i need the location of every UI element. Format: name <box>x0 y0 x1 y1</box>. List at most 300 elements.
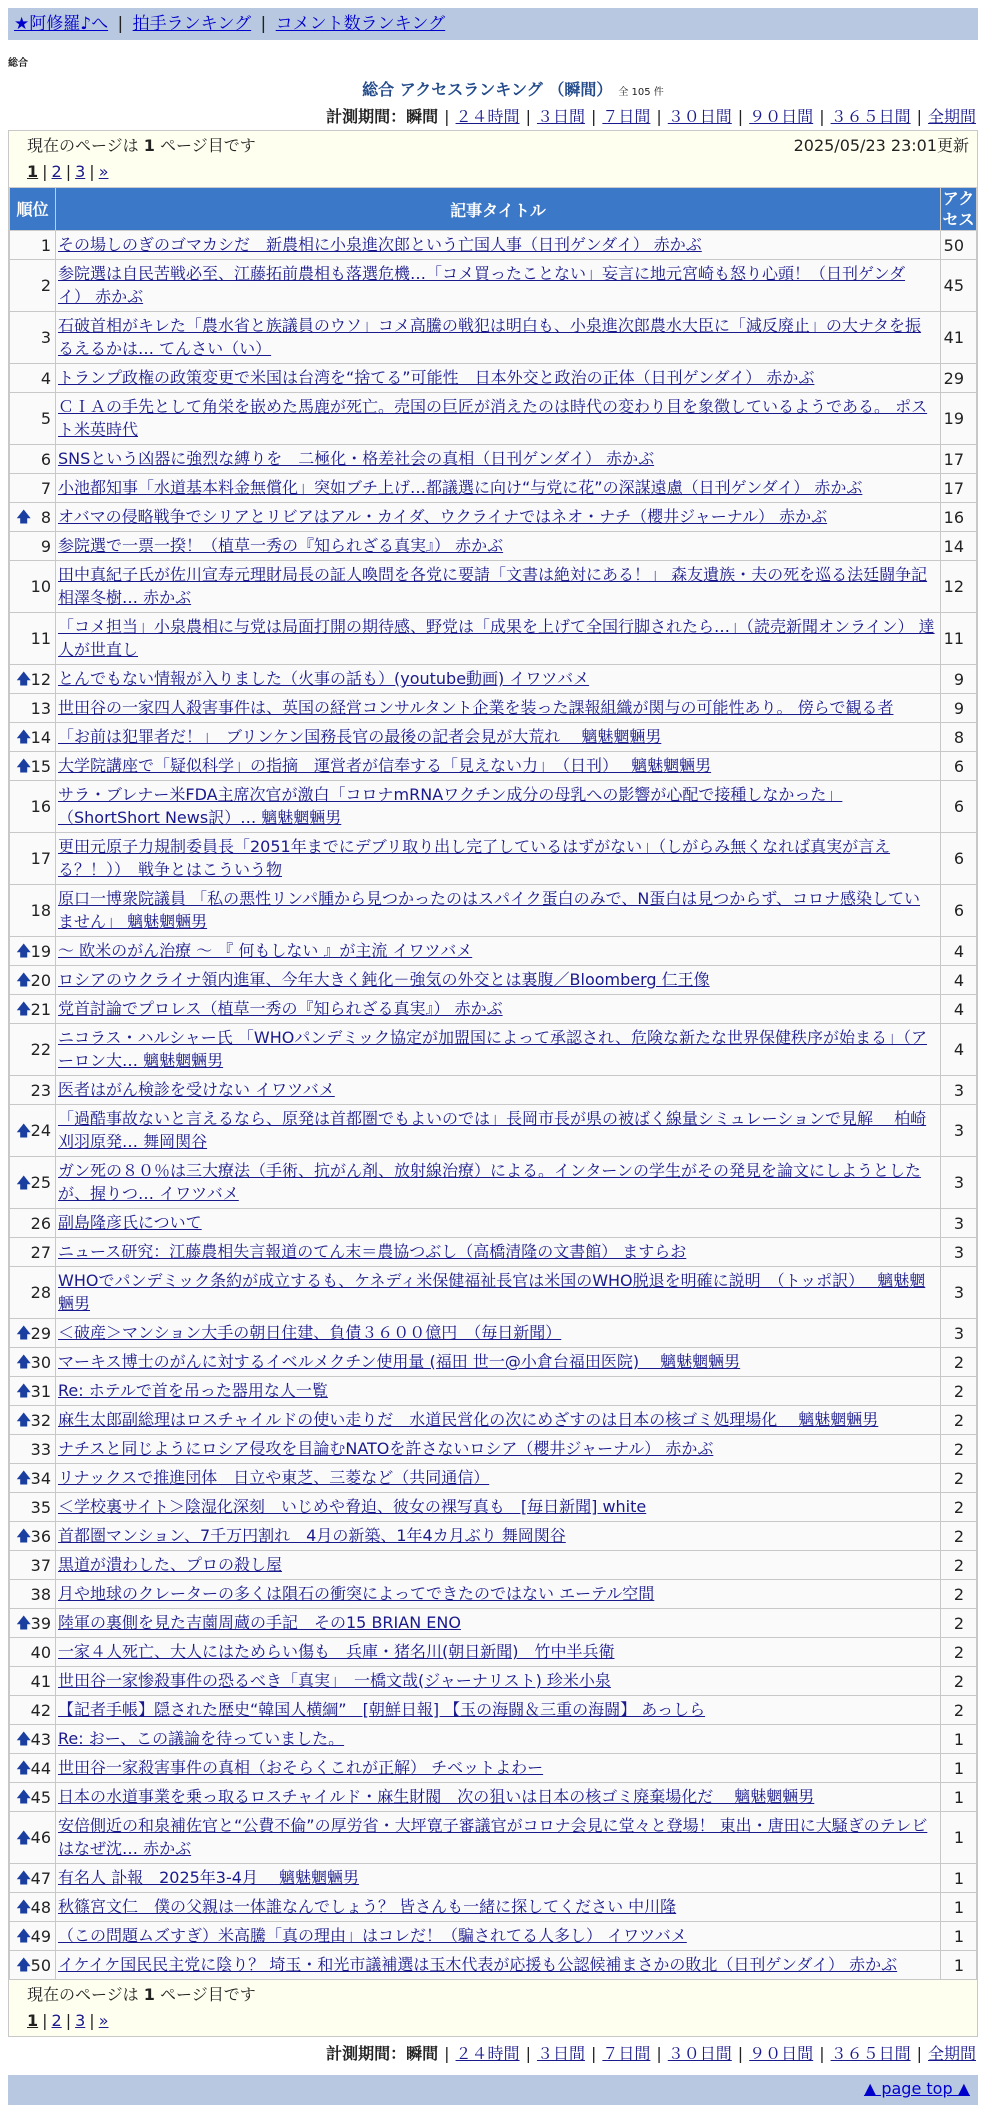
access-count: 2 <box>941 1551 977 1580</box>
article-link[interactable]: 世田谷一家惨殺事件の恐るべき「真実」 一橋文哉(ジャーナリスト) 珍米小泉 <box>58 1671 611 1690</box>
table-row <box>10 1864 977 1893</box>
comment-ranking-link[interactable]: コメント数ランキング <box>275 14 446 34</box>
access-count: 3 <box>941 1238 977 1267</box>
period-link-4[interactable]: ９０日間 <box>749 107 814 126</box>
article-link[interactable]: サラ・ブレナー米FDA主席次官が激白「コロナmRNAワクチン成分の母乳への影響が心配で接種しなかった」（ShortShort News訳）… 魑魅魍魎男 <box>58 785 843 827</box>
title-cell <box>56 1105 941 1157</box>
period-separator: | <box>590 2044 597 2063</box>
table-row <box>10 445 977 474</box>
access-count: 8 <box>941 723 977 752</box>
title-cell <box>56 1580 941 1609</box>
period-link-0[interactable]: ２４時間 <box>455 107 520 126</box>
rank-cell <box>10 665 56 694</box>
article-link[interactable]: Re: ホテルで首を吊った器用な人一覧 <box>58 1381 328 1400</box>
up-arrow-icon: 🡅 <box>16 1381 32 1400</box>
rank-number: 16 <box>30 797 51 816</box>
rank-number: 45 <box>30 1787 51 1807</box>
title-cell <box>56 995 941 1024</box>
period-separator: | <box>444 2044 450 2063</box>
rank-cell <box>10 1812 56 1864</box>
rank-cell <box>10 312 56 364</box>
article-link[interactable]: イケイケ国民民主党に陰り？ 埼玉・和光市議補選は玉木代表が応援も公認候補まさかの敗北（日刊ゲンダイ） 赤かぶ <box>58 1955 898 1974</box>
title-cell <box>56 1238 941 1267</box>
table-row <box>10 532 977 561</box>
up-arrow-icon: 🡅 <box>16 1526 32 1545</box>
title-cell <box>56 231 941 260</box>
access-count: 3 <box>941 1157 977 1209</box>
title-cell <box>56 1024 941 1076</box>
article-link[interactable]: マーキス博士のがんに対するイベルメクチン使用量 (福田 世一@小倉台福田医院) 魑魅魍魎男 <box>58 1352 741 1371</box>
rank-cell <box>10 1893 56 1922</box>
up-arrow-icon: 🡅 <box>16 970 32 989</box>
article-link[interactable]: SNSという凶器に強烈な縛りを 二極化・格差社会の真相（日刊ゲンダイ） 赤かぶ <box>58 449 655 468</box>
title-cell <box>56 1609 941 1638</box>
period-link-5[interactable]: ３６５日間 <box>830 107 911 126</box>
title-cell <box>56 503 941 532</box>
pager-top <box>9 161 977 187</box>
table-row <box>10 1580 977 1609</box>
rank-cell <box>10 995 56 1024</box>
article-link[interactable]: 大学院講座で「疑似科学」の指摘 運営者が信奉する「見えない力」 （日刊） 魑魅魍魎男 <box>58 756 712 775</box>
header-rank: 順位 <box>10 188 56 231</box>
rank-number: 28 <box>30 1283 51 1302</box>
article-link[interactable]: 「過酷事故ないと言えるなら、原発は首都圏でもよいのでは」長岡市長が県の被ばく線量シミュレーションで見解 柏崎刈羽原発… 舞岡関谷 <box>58 1109 927 1151</box>
table-row <box>10 503 977 532</box>
rank-cell <box>10 561 56 613</box>
period-separator: | <box>819 2044 825 2063</box>
period-link-3[interactable]: ３０日間 <box>667 107 732 126</box>
article-link[interactable]: トランプ政権の政策変更で米国は台湾を“捨てる”可能性 日本外交と政治の正体（日刊ゲンダイ） 赤かぶ <box>58 368 815 387</box>
title-cell <box>56 1667 941 1696</box>
rank-cell <box>10 1024 56 1076</box>
access-count: 4 <box>941 1024 977 1076</box>
rank-number: 27 <box>30 1242 51 1262</box>
period-link-3[interactable]: ３０日間 <box>667 2044 732 2063</box>
period-separator: | <box>916 107 922 126</box>
rank-cell <box>10 752 56 781</box>
home-link[interactable]: ★阿修羅♪へ <box>14 14 109 34</box>
up-arrow-icon: 🡅 <box>16 507 32 526</box>
top-nav-bar <box>8 8 978 40</box>
title-cell <box>56 1209 941 1238</box>
table-row <box>10 393 977 445</box>
up-arrow-icon: 🡅 <box>16 756 32 775</box>
rank-number: 36 <box>30 1526 51 1546</box>
up-arrow-icon: 🡅 <box>16 1955 32 1974</box>
up-arrow-icon: 🡅 <box>16 1352 32 1371</box>
rank-number: 10 <box>30 577 51 596</box>
period-separator: | <box>916 2044 922 2063</box>
up-arrow-icon: 🡅 <box>16 1173 32 1191</box>
page-status-row-bottom <box>9 1980 977 2010</box>
period-link-1[interactable]: ３日間 <box>536 2044 585 2063</box>
rank-cell <box>10 613 56 665</box>
period-label: 計測期間： <box>326 2044 407 2063</box>
rank-number: 21 <box>30 999 51 1019</box>
period-link-2[interactable]: ７日間 <box>602 2044 651 2063</box>
table-row <box>10 1238 977 1267</box>
rank-number: 31 <box>30 1381 51 1401</box>
title-cell <box>56 312 941 364</box>
category-label: 総合 <box>8 58 28 69</box>
rank-number: 13 <box>30 698 51 718</box>
title-cell <box>56 1638 941 1667</box>
nav-separator: | <box>260 14 267 34</box>
article-link[interactable]: リナックスで推進団体 日立や東芝、三菱など（共同通信） <box>58 1468 490 1487</box>
rank-cell <box>10 781 56 833</box>
article-link[interactable]: 有名人 訃報 2025年3-4月 魑魅魍魎男 <box>58 1868 360 1887</box>
access-count: 3 <box>941 1209 977 1238</box>
period-link-6[interactable]: 全期間 <box>927 2044 976 2063</box>
article-link[interactable]: ガン死の８０％は三大療法（手術、抗がん剤、放射線治療）による。インターンの学生がその発見を論文にしようとしたが、握りつ… イワツバメ <box>58 1161 922 1203</box>
table-row <box>10 1406 977 1435</box>
table-row <box>10 1783 977 1812</box>
title-cell <box>56 885 941 937</box>
period-link-5[interactable]: ３６５日間 <box>830 2044 911 2063</box>
period-current: 瞬間 <box>406 2044 439 2063</box>
access-count: 9 <box>941 694 977 723</box>
access-count: 1 <box>941 1864 977 1893</box>
access-count: 1 <box>941 1893 977 1922</box>
table-row <box>10 1267 977 1319</box>
article-link[interactable]: 医者はがん検診を受けない イワツバメ <box>58 1080 335 1099</box>
rank-number: 6 <box>40 449 51 469</box>
table-row <box>10 1076 977 1105</box>
table-row <box>10 1893 977 1922</box>
access-count: 29 <box>941 364 977 393</box>
table-row <box>10 1157 977 1209</box>
period-link-6[interactable]: 全期間 <box>927 107 976 126</box>
access-count: 2 <box>941 1638 977 1667</box>
rank-cell <box>10 1580 56 1609</box>
article-link[interactable]: 一家４人死亡、大人にはためらい傷も 兵庫・猪名川(朝日新聞) 竹中半兵衛 <box>58 1642 615 1661</box>
rank-cell <box>10 445 56 474</box>
access-count: 3 <box>941 1076 977 1105</box>
rank-cell <box>10 231 56 260</box>
rank-cell <box>10 503 56 532</box>
rank-cell <box>10 833 56 885</box>
total-count: 全 105 件 <box>618 87 664 98</box>
article-link[interactable]: ニコラス・ハルシャー氏 「WHOパンデミック協定が加盟国によって承認され、危険な新たな世界保健秩序が始まる」（アーロン大… 魑魅魍魎男 <box>58 1028 927 1070</box>
rank-number: 38 <box>30 1584 51 1604</box>
rank-number: 7 <box>40 478 51 498</box>
period-separator: | <box>819 107 825 126</box>
rank-cell <box>10 937 56 966</box>
article-link[interactable]: 黒道が潰わした、プロの殺し屋 <box>58 1555 283 1574</box>
access-count: 16 <box>941 503 977 532</box>
access-count: 1 <box>941 1754 977 1783</box>
article-link[interactable]: 秋篠宮文仁 僕の父親は一体誰なんでしょう？ 皆さんも一緒に探してください 中川隆 <box>58 1897 677 1916</box>
table-row <box>10 231 977 260</box>
rank-cell <box>10 1754 56 1783</box>
period-separator: | <box>525 2044 531 2063</box>
rank-cell <box>10 1493 56 1522</box>
title-cell <box>56 1522 941 1551</box>
header-title: 記事タイトル <box>56 188 941 231</box>
article-link[interactable]: 世田谷一家殺害事件の真相（おそらくこれが正解） チベットよわー <box>58 1758 544 1777</box>
article-link[interactable]: ＣＩＡの手先として角栄を嵌めた馬鹿が死亡。売国の巨匠が消えたのは時代の変わり目を象徴しているようである。 ポスト米英時代 <box>58 397 928 439</box>
table-header-row <box>10 188 977 231</box>
access-count: 2 <box>941 1377 977 1406</box>
title-cell <box>56 966 941 995</box>
title-cell <box>56 393 941 445</box>
table-row <box>10 1609 977 1638</box>
access-count: 41 <box>941 312 977 364</box>
rank-number: 8 <box>40 507 51 527</box>
article-link[interactable]: 参院選で一票一揆！（植草一秀の『知られざる真実』） 赤かぶ <box>58 536 504 555</box>
period-link-0[interactable]: ２４時間 <box>455 2044 520 2063</box>
pager-separator: | <box>89 2011 95 2030</box>
rank-number: 29 <box>30 1323 51 1343</box>
rank-cell <box>10 260 56 312</box>
table-row <box>10 1348 977 1377</box>
rank-number: 19 <box>30 941 51 961</box>
pager-link-2[interactable]: » <box>98 2011 109 2030</box>
rank-number: 26 <box>30 1213 51 1233</box>
pager-link-0[interactable]: 2 <box>51 2011 62 2030</box>
rank-number: 5 <box>40 409 51 428</box>
ranking-table <box>9 187 977 1980</box>
rank-number: 20 <box>30 970 51 990</box>
title-cell <box>56 364 941 393</box>
up-arrow-icon: 🡅 <box>16 1758 32 1777</box>
up-arrow-icon: 🡅 <box>16 1897 32 1916</box>
up-arrow-icon: 🡅 <box>16 1121 32 1139</box>
title-cell <box>56 1406 941 1435</box>
rank-number: 4 <box>40 368 51 388</box>
rank-number: 34 <box>30 1468 51 1488</box>
rank-cell <box>10 1725 56 1754</box>
rank-cell <box>10 694 56 723</box>
rank-cell <box>10 1406 56 1435</box>
ranking-rows <box>10 231 977 1980</box>
rank-cell <box>10 966 56 995</box>
article-link[interactable]: 「お前は犯罪者だ！」 ブリンケン国務長官の最後の記者会見が大荒れ 魑魅魍魎男 <box>58 727 662 746</box>
table-row <box>10 1812 977 1864</box>
article-link[interactable]: 「コメ担当」小泉農相に与党は局面打開の期待感、野党は「成果を上げて全国行脚されたら…」（読売新聞オンライン） 達人が世直し <box>58 617 935 659</box>
article-link[interactable]: 陸軍の裏側を見た吉薗周蔵の手記 その15 BRIAN ENO <box>58 1613 461 1632</box>
article-link[interactable]: 首都圏マンション、7千万円割れ 4月の新築、1年4カ月ぶり 舞岡関谷 <box>58 1526 566 1545</box>
pager-separator: | <box>42 2011 48 2030</box>
pager-separator: | <box>42 162 48 181</box>
article-link[interactable]: ＜破産＞マンション大手の朝日住建、負債３６００億円 （毎日新聞） <box>58 1323 562 1342</box>
access-count: 2 <box>941 1493 977 1522</box>
access-count: 17 <box>941 474 977 503</box>
title-cell <box>56 260 941 312</box>
access-count: 2 <box>941 1696 977 1725</box>
title-cell <box>56 445 941 474</box>
table-row <box>10 1105 977 1157</box>
rank-cell <box>10 1209 56 1238</box>
access-count: 6 <box>941 781 977 833</box>
access-count: 4 <box>941 966 977 995</box>
table-row <box>10 781 977 833</box>
article-link[interactable]: 石破首相がキレた「農水省と族議員のウソ」コメ高騰の戦犯は明白も、小泉進次郎農水大臣に「減反廃止」の大ナタを振るえるかは… てんさい（い） <box>58 316 922 358</box>
pager-link-0[interactable]: 2 <box>51 162 62 181</box>
article-link[interactable]: 【記者手帳】隠された歴史“韓国人横綱” [朝鮮日報] 【玉の海闘＆三重の海闘】 あっしら <box>58 1700 706 1719</box>
article-link[interactable]: ナチスと同じようにロシア侵攻を目論むNATOを許さないロシア（櫻井ジャーナル） 赤かぶ <box>58 1439 714 1458</box>
rank-cell <box>10 1267 56 1319</box>
article-link[interactable]: オバマの侵略戦争でシリアとリビアはアル・カイダ、ウクライナではネオ・ナチ（櫻井ジャーナル） 赤かぶ <box>58 507 828 526</box>
period-separator: | <box>590 107 597 126</box>
article-link[interactable]: ニュース研究：江藤農相失言報道のてん末＝農協つぶし（高橋清隆の文書館） ますらお <box>58 1242 687 1261</box>
rank-cell <box>10 885 56 937</box>
table-row <box>10 1522 977 1551</box>
rank-number: 32 <box>30 1410 51 1430</box>
access-count: 3 <box>941 1105 977 1157</box>
title-cell <box>56 665 941 694</box>
pager-link-1[interactable]: 3 <box>75 162 86 181</box>
rank-number: 2 <box>40 276 51 295</box>
up-arrow-icon: 🡅 <box>16 1729 32 1748</box>
period-label: 計測期間： <box>326 107 407 126</box>
rank-cell <box>10 1464 56 1493</box>
period-link-1[interactable]: ３日間 <box>536 107 585 126</box>
title-cell <box>56 1951 941 1980</box>
article-link[interactable]: 副島隆彦氏について <box>58 1213 202 1232</box>
article-link[interactable]: （この問題ムズすぎ）米高騰「真の理由」はコレだ！（騙されてる人多し） イワツバメ <box>58 1926 687 1945</box>
table-row <box>10 260 977 312</box>
access-count: 19 <box>941 393 977 445</box>
title-cell <box>56 1696 941 1725</box>
access-count: 6 <box>941 833 977 885</box>
article-link[interactable]: 麻生太郎副総理はロスチャイルドの使い走りだ 水道民営化の次にめざすのは日本の核ゴミ処理場化 魑魅魍魎男 <box>58 1410 879 1429</box>
table-row <box>10 1377 977 1406</box>
access-count: 3 <box>941 1319 977 1348</box>
rank-cell <box>10 1238 56 1267</box>
up-arrow-icon: 🡅 <box>16 1787 32 1806</box>
rank-cell <box>10 1076 56 1105</box>
rank-cell <box>10 1522 56 1551</box>
rank-cell <box>10 364 56 393</box>
table-row <box>10 561 977 613</box>
rank-number: 40 <box>30 1642 51 1662</box>
table-row <box>10 1725 977 1754</box>
article-link[interactable]: 小池都知事「水道基本料金無償化」突如ブチ上げ…都議選に向け“与党に花”の深謀遠慮（日刊ゲンダイ） 赤かぶ <box>58 478 863 497</box>
pager-separator: | <box>65 2011 72 2030</box>
rank-number: 30 <box>30 1352 51 1372</box>
rank-number: 43 <box>30 1729 51 1749</box>
period-separator: | <box>737 107 744 126</box>
rank-cell <box>10 1609 56 1638</box>
rank-number: 15 <box>30 756 51 776</box>
article-link[interactable]: WHOでパンデミック条約が成立するも、ケネディ米保健福祉長官は米国のWHO脱退を明確に説明 （トッポ訳） 魑魅魍魎男 <box>58 1271 926 1313</box>
article-link[interactable]: とんでもない情報が入りました（火事の話も）(youtube動画) イワツバメ <box>58 669 590 688</box>
title-cell <box>56 1157 941 1209</box>
title-cell <box>56 833 941 885</box>
article-link[interactable]: Re: おー、この議論を待っていました。 <box>58 1729 345 1748</box>
article-link[interactable]: 日本の水道事業を乗っ取るロスチャイルド・麻生財閥 次の狙いは日本の核ゴミ廃棄場化だ 魑魅魍魎男 <box>58 1787 815 1806</box>
article-link[interactable]: 安倍側近の和泉補佐官と“公費不倫”の厚労省・大坪寛子審議官がコロナ会見に堂々と登場！ 東出・唐田に大騒ぎのテレビはなぜ沈… 赤かぶ <box>58 1816 928 1858</box>
rank-cell <box>10 532 56 561</box>
page-status-row <box>9 131 977 161</box>
article-link[interactable]: 原口一博衆院議員 「私の悪性リンパ腫から見つかったのはスパイク蛋白のみで、N蛋白は見つからず、コロナ感染していません」 魑魅魍魎男 <box>58 889 921 931</box>
pager-link-1[interactable]: 3 <box>75 2011 86 2030</box>
rank-cell <box>10 1551 56 1580</box>
up-arrow-icon: 🡅 <box>16 1410 32 1429</box>
title-cell <box>56 752 941 781</box>
access-count: 2 <box>941 1580 977 1609</box>
article-link[interactable]: その場しのぎのゴマカシだ 新農相に小泉進次郎という亡国人事（日刊ゲンダイ） 赤かぶ <box>58 235 702 254</box>
period-separator: | <box>737 2044 744 2063</box>
up-arrow-icon: 🡅 <box>16 999 32 1018</box>
period-selector-bottom <box>0 2043 976 2065</box>
period-selector-top <box>0 106 976 128</box>
article-link[interactable]: 参院選は自民苦戦必至、江藤拓前農相も落選危機…「コメ買ったことない」妄言に地元宮崎も怒り心頭！（日刊ゲンダイ） 赤かぶ <box>58 264 906 306</box>
rank-number: 47 <box>30 1868 51 1888</box>
pager-current: 1 <box>27 2011 39 2030</box>
article-link[interactable]: ロシアのウクライナ領内進軍、今年大きく鈍化－強気の外交とは裏腹／Bloomberg 仁王像 <box>58 970 710 989</box>
access-count: 14 <box>941 532 977 561</box>
access-count: 2 <box>941 1406 977 1435</box>
access-count: 1 <box>941 1922 977 1951</box>
applause-ranking-link[interactable]: 拍手ランキング <box>132 14 252 34</box>
rank-number: 22 <box>30 1040 51 1059</box>
pager-link-2[interactable]: » <box>98 162 109 181</box>
page-title-text: 総合 アクセスランキング （瞬間） <box>362 80 613 99</box>
table-row <box>10 1464 977 1493</box>
article-link[interactable]: ＜学校裏サイト＞陰湿化深刻 いじめや脅迫、彼女の裸写真も [毎日新聞] white <box>58 1497 647 1516</box>
rank-number: 49 <box>30 1926 51 1946</box>
table-row <box>10 312 977 364</box>
up-arrow-icon: 🡅 <box>16 941 32 960</box>
access-count: 11 <box>941 613 977 665</box>
rank-number: 11 <box>30 629 51 648</box>
rank-cell <box>10 1667 56 1696</box>
page-top-link[interactable]: ▲ page top ▲ <box>863 2079 970 2098</box>
rank-cell <box>10 1105 56 1157</box>
table-row <box>10 1638 977 1667</box>
table-row <box>10 1209 977 1238</box>
title-cell <box>56 723 941 752</box>
access-count: 2 <box>941 1435 977 1464</box>
rank-cell <box>10 1348 56 1377</box>
title-cell <box>56 1319 941 1348</box>
pager-bottom <box>9 2010 977 2036</box>
up-arrow-icon: 🡅 <box>16 1828 32 1846</box>
rank-cell <box>10 393 56 445</box>
article-link[interactable]: 党首討論でプロレス（植草一秀の『知られざる真実』） 赤かぶ <box>58 999 503 1018</box>
title-cell <box>56 1493 941 1522</box>
title-cell <box>56 1783 941 1812</box>
up-arrow-icon: 🡅 <box>16 669 32 688</box>
access-count: 4 <box>941 937 977 966</box>
title-cell <box>56 1812 941 1864</box>
article-link[interactable]: 世田谷の一家四人殺害事件は、英国の経営コンサルタント企業を装った課報組織が関与の可能性あり。 傍らで観る者 <box>58 698 894 717</box>
table-row <box>10 995 977 1024</box>
title-cell <box>56 781 941 833</box>
period-separator: | <box>656 2044 662 2063</box>
table-row <box>10 694 977 723</box>
article-link[interactable]: ～ 欧米のがん治療 ～ 『 何もしない 』が主流 イワツバメ <box>58 941 473 960</box>
page-status: 現在のページは 1 ページ目です <box>27 1985 256 2004</box>
title-cell <box>56 1754 941 1783</box>
rank-number: 33 <box>30 1439 51 1459</box>
access-count: 1 <box>941 1812 977 1864</box>
article-link[interactable]: 更田元原子力規制委員長「2051年までにデブリ取り出し完了しているはずがない」（しがらみ無くなれば真実が言える？！）） 戦争とはこういう物 <box>58 837 891 879</box>
period-link-2[interactable]: ７日間 <box>602 107 651 126</box>
access-count: 12 <box>941 561 977 613</box>
period-link-4[interactable]: ９０日間 <box>749 2044 814 2063</box>
article-link[interactable]: 月や地球のクレーターの多くは隕石の衝突によってできたのではない エーテル空間 <box>58 1584 655 1603</box>
table-row <box>10 613 977 665</box>
table-row <box>10 937 977 966</box>
up-arrow-icon: 🡅 <box>16 1323 32 1342</box>
article-link[interactable]: 田中真紀子氏が佐川宣寿元理財局長の証人喚問を各党に要請「文書は絶対にある！」 森友遺族・夫の死を巡る法廷闘争記 相澤冬樹… 赤かぶ <box>58 565 928 607</box>
access-count: 17 <box>941 445 977 474</box>
table-row <box>10 1435 977 1464</box>
table-row <box>10 1024 977 1076</box>
